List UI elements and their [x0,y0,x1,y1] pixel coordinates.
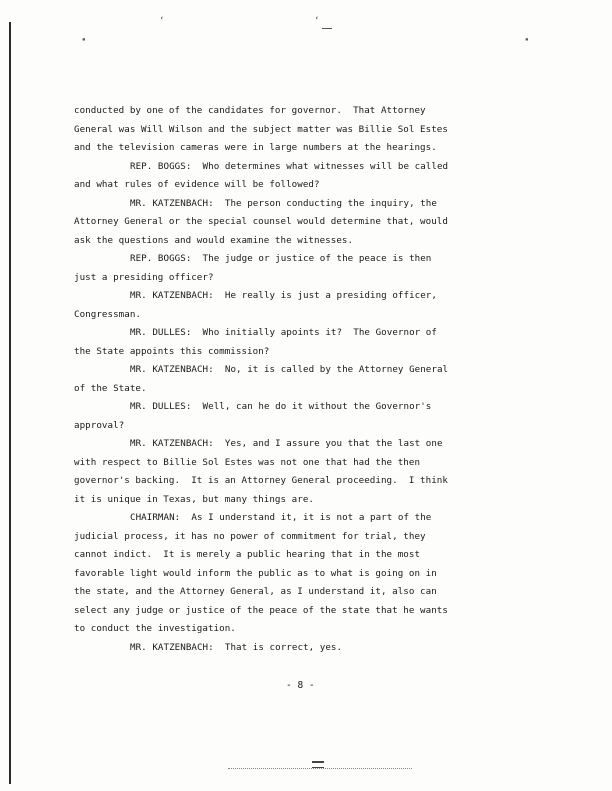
transcript-line: CHAIRMAN: As I understand it, it is not a part of the [130,512,432,523]
scan-mark [322,28,332,29]
transcript-line: MR. KATZENBACH: He really is just a presiding officer, [130,290,437,301]
transcript-line: REP. BOGGS: The judge or justice of the peace is then [130,253,432,264]
transcript-line: of the State. [74,382,147,394]
scan-mark: ▪ [82,36,86,43]
page-edge-rule [9,22,11,784]
transcript-line: just a presiding officer? [74,271,214,283]
transcript-line: ask the questions and would examine the witnesses. [74,234,354,246]
footer-rule [228,768,412,770]
transcript-line: the state, and the Attorney General, as I understand it, also can [74,586,437,597]
scan-mark: ▪ [525,36,529,43]
scan-mark: ʻ [159,16,165,26]
transcript-line: and the television cameras were in large numbers at the hearings. [74,142,437,153]
transcript-line: the State appoints this commission? [74,345,270,357]
transcript-line: favorable light would inform the public as to what is going on in [74,567,437,579]
transcript-line: MR. KATZENBACH: That is correct, yes. [130,641,343,653]
transcript-line: to conduct the investigation. [74,623,236,634]
transcript-line: select any judge or justice of the peace of the state that he wants [74,604,448,616]
scan-mark: ʻ [314,16,320,26]
transcript-line: approval? [74,419,125,431]
transcript-line: MR. DULLES: Well, can he do it without the Governor's [130,401,432,412]
transcript-line: Congressman. [74,308,141,320]
transcript-line: governor's backing. It is an Attorney General proceeding. I think [74,475,448,486]
page-number: - 8 - [286,680,315,691]
transcript-line: it is unique in Texas, but many things are. [74,493,314,505]
transcript-line: cannot indict. It is merely a public hearing that in the most [74,549,421,560]
transcript-line: General was Will Wilson and the subject matter was Billie Sol Estes [74,123,448,135]
transcript-line: MR. KATZENBACH: Yes, and I assure you that the last one [130,438,443,449]
transcript-line: conducted by one of the candidates for governor. That Attorney [74,105,426,116]
transcript-line: and what rules of evidence will be followed? [74,179,320,190]
transcript-line: judicial process, it has no power of commitment for trial, they [74,530,426,542]
transcript-body [74,102,544,657]
transcript-line: REP. BOGGS: Who determines what witnesses will be called [130,160,449,172]
transcript-line: with respect to Billie Sol Estes was not one that had the then [74,456,421,468]
transcript-line: Attorney General or the special counsel would determine that, would [74,216,448,227]
transcript-line: MR. KATZENBACH: The person conducting the inquiry, the [130,197,437,209]
transcript-line: MR. KATZENBACH: No, it is called by the Attorney General [130,364,449,375]
scan-mark [312,761,324,768]
transcript-line: MR. DULLES: Who initially apoints it? The Governor of [130,327,437,338]
